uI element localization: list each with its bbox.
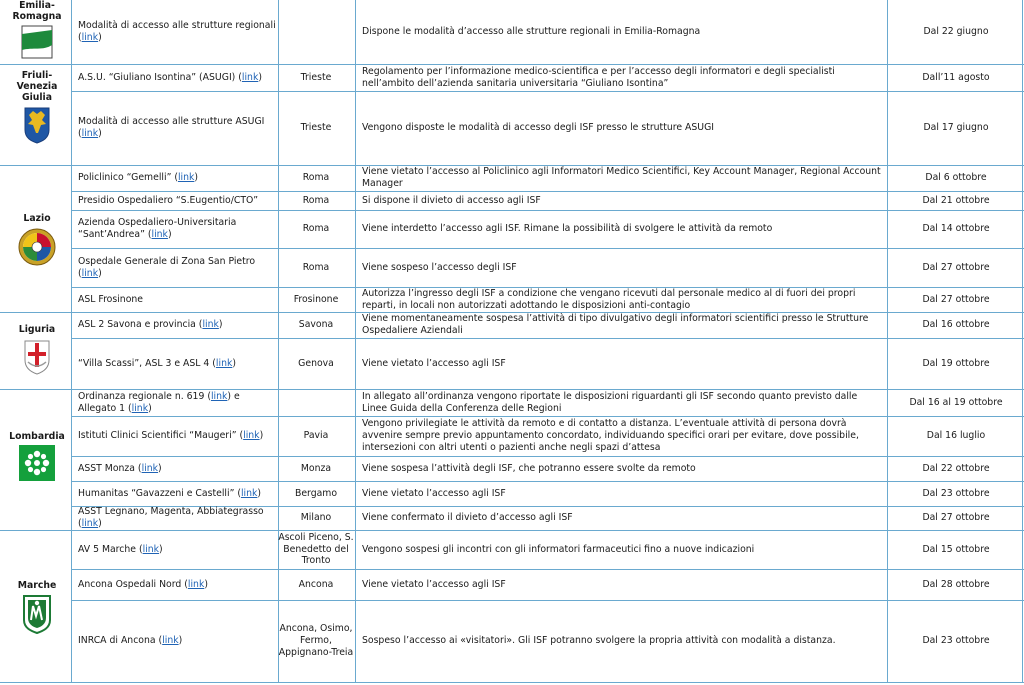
city-cell: [278, 389, 354, 416]
city-cell: Savona: [298, 319, 334, 331]
description-cell: [362, 416, 884, 456]
structure-suffix: ): [178, 635, 183, 647]
structure-text: [78, 256, 277, 280]
description-cell: [362, 248, 884, 287]
structure-name: Presidio Ospedaliero “S.Eugentio/CTO”: [78, 194, 259, 206]
structure-text: [78, 72, 262, 84]
region-name: [19, 324, 55, 335]
region-cell: [0, 324, 74, 380]
structure-suffix: ): [98, 32, 102, 43]
description-cell: [362, 600, 884, 682]
description-text: Viene vietato l’accesso agli ISF: [362, 578, 506, 590]
structure-name: ASL Frosinone: [78, 293, 143, 305]
city-cell: Pavia: [303, 430, 329, 442]
structure-name: A.S.U. “Giuliano Isontina” (ASUGI) (: [78, 71, 242, 83]
date-cell: Dal 23 ottobre: [922, 635, 990, 647]
structure-name: Istituti Clinici Scientifici “Maugeri” (: [78, 430, 244, 442]
structure-cell: [77, 456, 277, 481]
date-cell: Dal 19 ottobre: [922, 357, 990, 369]
description-cell: [362, 481, 884, 506]
emilia-romagna-emblem: [21, 25, 53, 63]
structure-cell: [77, 530, 277, 569]
col-divider-city: [355, 0, 356, 682]
structure-text: [78, 217, 277, 241]
structure-suffix: ): [232, 357, 237, 369]
description-text: Viene vietato l’accesso al Policlinico agli Informatori Medico Scientifici, Key Account Manager, Regional Account Manager: [362, 166, 881, 189]
link[interactable]: link: [81, 267, 99, 279]
structure-suffix: ): [259, 430, 264, 442]
description-cell: [362, 0, 884, 64]
liguria-emblem: [22, 338, 52, 380]
structure-text: [78, 635, 182, 647]
structure-text: [78, 358, 236, 370]
region-name-line: Lazio: [23, 213, 51, 224]
description-text: Vengono privilegiate le attività da remoto e di contatto a distanza. L’eventuale attività di persona dovrà avvenire sempre previo appuntamento concordato, individuando specifici orari per evitare, dove possibile, intersezioni con altri utenti o pazienti anche negli spazi d’attesa: [362, 418, 859, 453]
structure-text: [78, 172, 198, 184]
description-text: Vengono disposte le modalità di accesso degli ISF presso le strutture ASUGI: [362, 122, 715, 134]
date-cell: Dal 16 al 19 ottobre: [909, 396, 1003, 408]
date-cell: Dal 15 ottobre: [922, 543, 990, 555]
structure-text: [78, 430, 263, 442]
description-text: Viene momentaneamente sospesa l’attività di tipo divulgativo degli informatori scientifici presso le Strutture Ospedaliere Aziendali: [362, 313, 869, 336]
structure-cell: [77, 210, 277, 248]
date-cell: Dal 16 ottobre: [922, 319, 990, 331]
structure-name: ASL 2 Savona e provincia (: [78, 319, 203, 331]
structure-name: INRCA di Ancona (: [78, 635, 163, 647]
link[interactable]: link: [187, 578, 205, 590]
region-name-line: Lombardia: [9, 431, 65, 442]
friuli-venezia-giulia-eagle-emblem: [23, 106, 51, 148]
region-name-line: Venezia: [16, 81, 58, 92]
region-cell: [0, 0, 74, 63]
description-text: Dispone le modalità d’accesso alle strutture regionali in Emilia-Romagna: [362, 26, 701, 38]
city-cell: Frosinone: [293, 293, 339, 305]
structure-cell: [77, 600, 277, 682]
link[interactable]: link: [81, 32, 99, 43]
structure-suffix: ): [159, 543, 163, 555]
date-cell: Dal 27 ottobre: [922, 512, 990, 524]
description-cell: [362, 338, 884, 389]
link[interactable]: link: [142, 543, 160, 555]
structure-cell: [77, 0, 277, 64]
description-text: Viene vietato l’accesso agli ISF: [362, 487, 506, 499]
structure-text: [78, 294, 143, 306]
structure-text: [78, 116, 277, 140]
link[interactable]: link: [81, 518, 99, 529]
description-text: Viene vietato l’accesso agli ISF: [362, 357, 506, 369]
structure-cell: [77, 338, 277, 389]
marche-emblem: [22, 594, 52, 638]
lombardia-rosa-camuna-emblem: [19, 445, 55, 485]
link[interactable]: link: [177, 172, 195, 184]
structure-name: ASST Monza (: [78, 462, 142, 474]
city-cell: Ascoli Piceno, S. Benedetto del Tronto: [278, 531, 354, 567]
date-cell: Dal 6 ottobre: [925, 172, 987, 184]
city-cell: Trieste: [300, 122, 332, 134]
description-text: Viene interdetto l’accesso agli ISF. Rimane la possibilità di svolgere le attività da remoto: [362, 223, 773, 235]
date-cell: Dal 27 ottobre: [922, 293, 990, 305]
description-text: In allegato all’ordinanza vengono riportate le disposizioni riguardanti gli ISF secondo quanto previsto dalle Linee Guida della Conferenza delle Regioni: [362, 390, 858, 414]
link[interactable]: link: [162, 635, 179, 647]
structure-suffix: ): [204, 578, 208, 590]
structure-cell: [77, 91, 277, 165]
description-cell: [362, 569, 884, 600]
description-cell: [362, 64, 884, 91]
description-text: Si dispone il divieto di accesso agli ISF: [362, 194, 541, 206]
structure-name: ASST Legnano, Magenta, Abbiategrasso (: [78, 506, 264, 529]
link[interactable]: link: [241, 71, 259, 83]
structure-cell: [77, 481, 277, 506]
description-cell: [362, 210, 884, 248]
region-name-line: Giulia: [21, 92, 53, 103]
city-cell: Bergamo: [294, 487, 338, 499]
city-cell: Roma: [302, 172, 330, 184]
structure-text: [78, 391, 277, 415]
description-text: Viene sospesa l’attività degli ISF, che potranno essere svolte da remoto: [362, 462, 696, 474]
structure-suffix: ): [258, 71, 262, 83]
region-cell: [0, 70, 74, 148]
description-cell: [362, 456, 884, 481]
structure-cell: [77, 389, 277, 416]
link[interactable]: link: [240, 487, 258, 499]
structure-name: Azienda Ospedaliero-Universitaria “Sant’Andrea” (: [78, 217, 237, 240]
region-cell: [0, 580, 74, 638]
structure-text: [78, 463, 162, 475]
link[interactable]: link: [141, 462, 159, 474]
description-cell: [362, 506, 884, 530]
structure-text: [78, 195, 258, 207]
region-name-line: Liguria: [18, 324, 56, 335]
structure-suffix: ): [148, 402, 152, 414]
city-cell: Genova: [298, 357, 334, 369]
link[interactable]: link: [243, 430, 260, 442]
link[interactable]: link: [210, 390, 228, 402]
structure-name: Ancona Ospedali Nord (: [78, 578, 188, 590]
structure-name: “Villa Scassi”, ASL 3 e ASL 4 (: [78, 357, 216, 369]
structure-cell: [77, 312, 277, 338]
city-cell: [278, 0, 354, 64]
structure-name: Policlinico “Gemelli” (: [78, 172, 178, 184]
structure-name: Ospedale Generale di Zona San Pietro (: [78, 255, 256, 279]
description-cell: [362, 91, 884, 165]
description-cell: [362, 312, 884, 338]
structure-suffix: ): [218, 319, 223, 331]
region-name: [9, 431, 65, 442]
region-name: [18, 580, 57, 591]
date-cell: Dal 17 giugno: [923, 122, 989, 134]
link[interactable]: link: [202, 319, 219, 331]
structure-suffix: ): [98, 267, 102, 279]
region-name: [23, 213, 50, 224]
description-text: Viene sospeso l’accesso degli ISF: [362, 261, 517, 273]
structure-cell: [77, 506, 277, 530]
structure-text: [78, 20, 277, 44]
region-name: [17, 70, 58, 103]
region-name-line: Romagna: [12, 11, 62, 22]
link[interactable]: link: [81, 128, 99, 139]
structure-name: AV 5 Marche (: [78, 543, 143, 555]
structure-name: Humanitas “Gavazzeni e Castelli” (: [78, 487, 241, 499]
date-cell: Dal 27 ottobre: [922, 261, 990, 273]
region-cell: [0, 213, 74, 271]
structure-name: ) e Allegato 1 (: [78, 390, 240, 414]
structure-text: [78, 579, 208, 591]
city-cell: Milano: [300, 512, 332, 524]
city-cell: Roma: [302, 261, 330, 273]
structure-cell: [77, 165, 277, 191]
structure-cell: [77, 248, 277, 287]
structure-cell: [77, 569, 277, 600]
description-cell: [362, 287, 884, 312]
date-cell: Dal 21 ottobre: [922, 194, 990, 206]
description-text: Regolamento per l’informazione medico-scientifica e per l’accesso degli informatori e degli specialisti nell’ambito dell’azienda sanitaria universitaria “Giuliano Isontina”: [362, 65, 835, 89]
region-name-line: Emilia-: [19, 0, 55, 11]
structure-name: Modalità di accesso alle strutture ASUGI (: [78, 116, 265, 139]
date-cell: Dall’11 agosto: [922, 71, 990, 83]
link[interactable]: link: [215, 357, 233, 369]
link[interactable]: link: [131, 402, 149, 414]
structure-suffix: ): [158, 462, 162, 474]
date-cell: Dal 22 ottobre: [922, 462, 990, 474]
structure-text: [78, 319, 223, 331]
city-cell: Trieste: [300, 71, 332, 83]
region-name-line: Marche: [17, 580, 57, 591]
structure-suffix: ): [194, 172, 199, 184]
structure-name: Ordinanza regionale n. 619 (: [78, 390, 211, 402]
description-cell: [362, 389, 884, 416]
structure-cell: [77, 416, 277, 456]
date-cell: Dal 28 ottobre: [922, 578, 990, 590]
city-cell: Roma: [302, 223, 330, 235]
structure-cell: [77, 287, 277, 312]
structure-text: [78, 506, 277, 530]
structure-cell: [77, 64, 277, 91]
table-bottom-border: [0, 682, 1024, 683]
date-cell: Dal 14 ottobre: [922, 223, 990, 235]
structure-text: [78, 488, 261, 500]
description-cell: [362, 191, 884, 210]
date-cell: Dal 23 ottobre: [922, 487, 990, 499]
structure-name: Modalità di accesso alle strutture regionali (: [78, 20, 276, 43]
description-text: Vengono sospesi gli incontri con gli informatori farmaceutici fino a nuove indicazioni: [362, 543, 755, 555]
region-name-line: Friuli-: [21, 70, 53, 81]
description-text: Viene confermato il divieto d’accesso agli ISF: [362, 512, 573, 524]
structure-text: [78, 544, 163, 556]
region-name: [12, 0, 61, 22]
structure-cell: [77, 191, 277, 210]
description-text: Sospeso l’accesso ai «visitatori». Gli ISF potranno svolgere la propria attività con modalità a distanza.: [362, 635, 836, 647]
lazio-emblem: [17, 227, 57, 271]
structure-suffix: ): [98, 518, 102, 529]
region-cell: [0, 431, 74, 485]
city-cell: Ancona: [298, 578, 334, 590]
structure-suffix: ): [167, 229, 172, 240]
link[interactable]: link: [151, 229, 168, 240]
description-text: Autorizza l’ingresso degli ISF a condizione che vengano ricevuti dal personale medico al di fuori dei propri reparti, in locali non autorizzati adottando le disposizioni anti-contagio: [362, 287, 856, 311]
city-cell: Monza: [300, 462, 332, 474]
city-cell: Ancona, Osimo, Fermo, Appignano-Treia: [278, 623, 354, 658]
description-cell: [362, 165, 884, 191]
description-cell: [362, 530, 884, 569]
city-cell: Roma: [302, 194, 330, 206]
structure-suffix: ): [257, 487, 262, 499]
date-cell: Dal 22 giugno: [923, 26, 989, 38]
structure-suffix: ): [98, 128, 102, 139]
date-cell: Dal 16 luglio: [926, 430, 986, 442]
